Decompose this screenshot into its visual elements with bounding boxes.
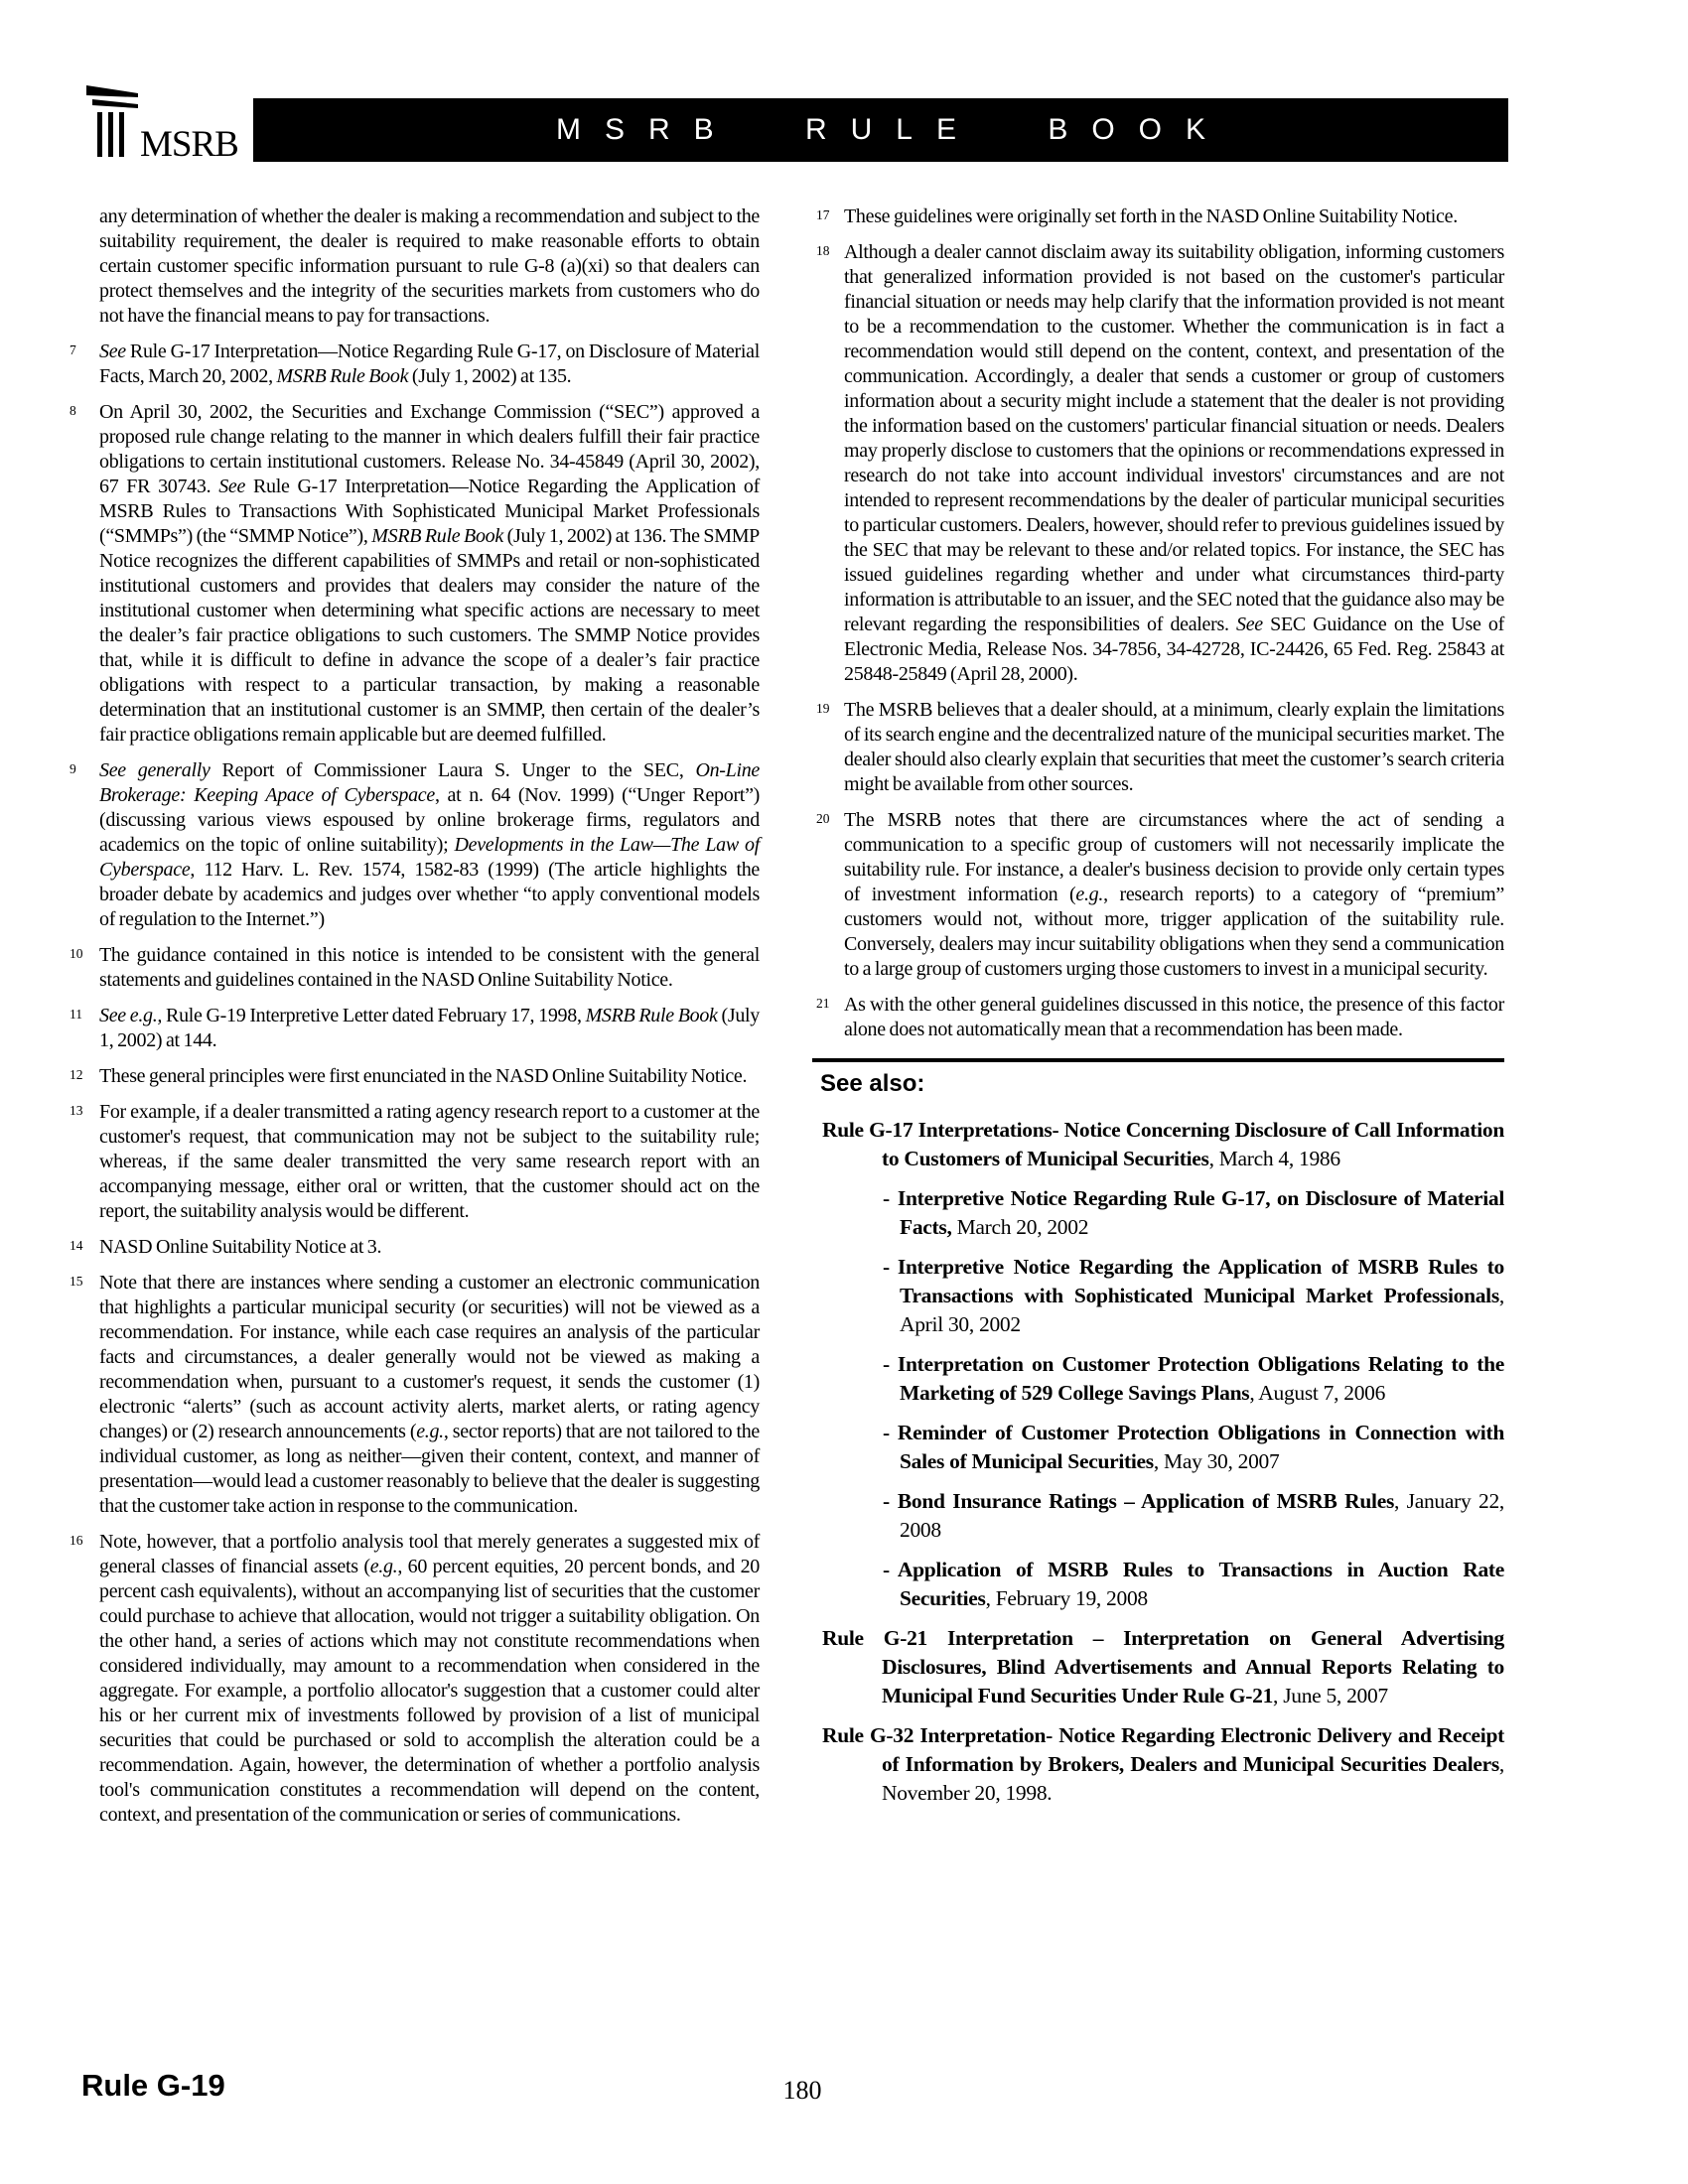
entry-text: Application of MSRB Rules to Transactions in Auction Rate Securities, February 19, 2008 — [897, 1558, 1504, 1610]
see-also-heading: See also: — [820, 1070, 925, 1097]
footnote-text: On April 30, 2002, the Securities and Exchange Commission (“SEC”) approved a proposed rule change relating to the manner in which dealers fulfill their fair practice obligations to certain institutional customers. Release No. 34-45849 (April 30, 2002), 67 FR 30743. See Rule G-17 Interpretation—Notice Regarding the Application of MSRB Rules to Transactions With Sophisticated Municipal Market Professionals (“SMMPs”) (the “SMMP Notice”), MSRB Rule Book (July 1, 2002) at 136. The SMMP Notice recognizes the different capabilities of SMMPs and retail or non-sophisticated institutional customers and provides that dealers may consider the nature of the institutional customer when determining what specific actions are necessary to meet the dealer’s fair practice obligations to such customers. The SMMP Notice provides that, while it is difficult to define in advance the scope of a dealer’s fair practice obligations with respect to a particular transaction, by making a reasonable determination that an institutional customer is an SMMP, then certain of the dealer’s fair practice obligations remain applicable but are deemed fulfilled. — [99, 401, 761, 746]
footnote-number: 8 — [70, 403, 76, 418]
footnote-text: These general principles were first enunciated in the NASD Online Suitability Notice. — [99, 1065, 748, 1087]
footnote-number: 10 — [70, 946, 83, 961]
see-also-entry-auction-rate-securities — [812, 1556, 1504, 1613]
footnote-text: Although a dealer cannot disclaim away its suitability obligation, informing customers that generalized information provided is not based on the customer's particular financial situation or needs may help clarify that the information provided is not meant to be a recommendation to the customer. Whether the communication is in fact a recommendation would still depend on the content, context, and presentation of the communication. Accordingly, a dealer that sends a customer or group of customers information about a security might include a statement that the dealer is not providing the information based on the customers' particular financial situation or needs. Dealers may properly disclose to customers that the opinions or recommendations expressed in research do not take into account individual investors' circumstances and are not intended to represent recommendations by the dealer of particular municipal securities to particular customers. Dealers, however, should refer to previous guidelines issued by the SEC that may be relevant to these and/or related topics. For instance, the SEC has issued guidelines regarding whether and under what circumstances third-party information is attributable to an issuer, and the SEC noted that the guidance also may be relevant regarding the responsibilities of dealers. See SEC Guidance on the Use of Electronic Media, Release Nos. 34-7856, 34-42728, IC-24426, 65 Fed. Reg. 25843 at 25848-25849 (April 28, 2000). — [844, 241, 1504, 685]
dash-bullet: - — [883, 1255, 890, 1279]
msrb-logo-text: MSRB — [140, 124, 238, 165]
footnote-number: 9 — [70, 761, 76, 776]
footnote-text: NASD Online Suitability Notice at 3. — [99, 1236, 382, 1258]
footnote-13 — [62, 1100, 760, 1224]
footnote-text: For example, if a dealer transmitted a rating agency research report to a customer at the customer's request, that communication may not be subject to the suitability rule; whereas, if the same dealer transmitted the very same research report with an accompanying message, either oral or written, that the customer should act on the report, the suitability analysis would be different. — [99, 1101, 760, 1222]
entry-text: Bond Insurance Ratings – Application of MSRB Rules, January 22, 2008 — [897, 1489, 1504, 1542]
entry-text: Interpretive Notice Regarding the Application of MSRB Rules to Transactions with Sophisticated Municipal Market Professionals, April 30, 2002 — [897, 1255, 1504, 1336]
footnote-number: 7 — [70, 342, 76, 357]
entry-text: Interpretive Notice Regarding Rule G-17, on Disclosure of Material Facts, March 20, 2002 — [897, 1186, 1504, 1239]
see-also-entry-rule-g17: Rule G-17 Interpretations- Notice Concerning Disclosure of Call Information to Customers of Municipal Securities, March 4, 1986 — [822, 1118, 1504, 1170]
see-also-entry-bond-insurance-ratings — [812, 1487, 1504, 1545]
dash-bullet: - — [883, 1558, 890, 1581]
entry-text: Interpretation on Customer Protection Obligations Relating to the Marketing of 529 College Savings Plans, August 7, 2006 — [897, 1352, 1504, 1405]
footnote-number: 11 — [70, 1007, 82, 1022]
footnote-18 — [812, 240, 1504, 687]
footer-page-number: 180 — [782, 2076, 822, 2105]
see-also-entry-529-plans — [812, 1350, 1504, 1408]
footnote-number: 13 — [70, 1103, 83, 1118]
right-column — [812, 205, 1504, 1839]
footnote-12 — [62, 1064, 760, 1089]
footnote-text: See Rule G-17 Interpretation—Notice Regarding Rule G-17, on Disclosure of Material Facts, March 20, 2002, MSRB Rule Book (July 1, 2002) at 135. — [99, 341, 760, 387]
see-also-divider — [812, 1058, 1504, 1062]
footnote-11 — [62, 1004, 760, 1053]
footnote-text: The guidance contained in this notice is intended to be consistent with the general statements and guidelines contained in the NASD Online Suitability Notice. — [99, 944, 760, 991]
footnote-20 — [812, 808, 1504, 982]
footnote-7 — [62, 340, 760, 389]
footnote-text: The MSRB notes that there are circumstances where the act of sending a communication to a specific group of customers will not necessarily implicate the suitability rule. For instance, a dealer's business decision to provide only certain types of investment information (e.g., research reports) to a category of “premium” customers would not, without more, trigger application of the suitability rule. Conversely, dealers may incur suitability obligations when they send a communication to a large group of customers urging those customers to invest in a municipal security. — [844, 809, 1504, 980]
see-also-entry-customer-protection-reminder — [812, 1419, 1504, 1476]
entry-text: Reminder of Customer Protection Obligations in Connection with Sales of Municipal Securities, May 30, 2007 — [897, 1421, 1504, 1473]
footnote-21 — [812, 993, 1504, 1042]
footnote-text: See e.g., Rule G-19 Interpretive Letter dated February 17, 1998, MSRB Rule Book (July 1, 2002) at 144. — [99, 1005, 761, 1051]
see-also-entry-rule-g32: Rule G-32 Interpretation- Notice Regarding Electronic Delivery and Receipt of Information by Brokers, Dealers and Municipal Securities Dealers, November 20, 1998. — [822, 1723, 1504, 1805]
footnote-number: 21 — [816, 996, 830, 1011]
footnote-text: Note that there are instances where sending a customer an electronic communication that highlights a particular municipal security (or securities) will not be viewed as a recommendation. For instance, while each case requires an analysis of the particular facts and circumstances, a dealer generally would not be viewed as making a recommendation when, pursuant to a customer's request, it sends the customer (1) electronic “alerts” (such as account activity alerts, market alerts, or rating agency changes) or (2) research announcements (e.g., sector reports) that are not tailored to the individual customer, as long as neither—given their content, context, and manner of presentation—would lead a customer reasonably to believe that the dealer is suggesting that the customer take action in response to the communication. — [99, 1272, 761, 1517]
banner-title: MSRB RULE BOOK — [555, 113, 1230, 146]
footnote-14 — [62, 1235, 760, 1260]
dash-bullet: - — [883, 1421, 890, 1444]
footnote-16 — [62, 1530, 760, 1828]
footnote-number: 20 — [816, 811, 830, 826]
see-also-entry-interpretive-notice-g17 — [812, 1184, 1504, 1242]
msrb-column-logo-icon — [85, 85, 139, 159]
footnote-number: 14 — [70, 1238, 83, 1253]
footnote-text: See generally Report of Commissioner Laura S. Unger to the SEC, On-Line Brokerage: Keeping Apace of Cyberspace, at n. 64 (Nov. 1999) (“Unger Report”) (discussing various views espoused by online brokerage firms, regulators and academics on the topic of online suitability); Developments in the Law—The Law of Cyberspace, 112 Harv. L. Rev. 1574, 1582-83 (1999) (The article highlights the broader debate by academics and judges over whether “to apply conventional models of regulation to the Internet.”) — [99, 759, 761, 930]
footnote-15 — [62, 1271, 760, 1519]
footnote-10 — [62, 943, 760, 993]
page-body — [62, 205, 1504, 1839]
see-also-entry-smmp-notice — [812, 1253, 1504, 1339]
footnote-number: 12 — [70, 1067, 83, 1082]
footnote-19 — [812, 698, 1504, 797]
footnote-number: 15 — [70, 1274, 83, 1289]
footnote-text: These guidelines were originally set forth in the NASD Online Suitability Notice. — [844, 205, 1458, 227]
footer-rule-label: Rule G-19 — [81, 2068, 225, 2103]
dash-bullet: - — [883, 1489, 890, 1513]
footnote-17 — [812, 205, 1504, 229]
footnote-text: The MSRB believes that a dealer should, at a minimum, clearly explain the limitations of its search engine and the decentralized nature of the municipal securities market. The dealer should also clearly explain that securities that meet the customer’s search criteria might be available from other sources. — [844, 699, 1504, 795]
dash-bullet: - — [883, 1352, 890, 1376]
see-also-entry-rule-g21: Rule G-21 Interpretation – Interpretation on General Advertising Disclosures, Blind Advertisements and Annual Reports Relating to Municipal Fund Securities Under Rule G-21, June 5, 2007 — [822, 1626, 1504, 1707]
footnote-8 — [62, 400, 760, 748]
footnote-9 — [62, 758, 760, 932]
see-also-section — [812, 1058, 1504, 1808]
rule-book-banner — [253, 98, 1508, 162]
footnote-number: 16 — [70, 1533, 83, 1548]
footnote-number: 18 — [816, 243, 830, 258]
footnote-number: 17 — [816, 207, 830, 222]
footnote-text: Note, however, that a portfolio analysis tool that merely generates a suggested mix of general classes of financial assets (e.g., 60 percent equities, 20 percent bonds, and 20 percent cash equivalents), without an accompanying list of securities that the customer could purchase to achieve that allocation, would not trigger a suitability obligation. On the other hand, a series of actions which may not constitute recommendations when considered individually, may amount to a recommendation when considered in the aggregate. For example, a portfolio allocator's suggestion that a customer could alter his or her current mix of investments followed by provision of a list of municipal securities that could be purchased or sold to accomplish the alteration could be a recommendation. Again, however, the determination of whether a portfolio analysis tool's communication constitutes a recommendation will depend on the content, context, and presentation of the communication or series of communications. — [99, 1531, 760, 1826]
dash-bullet: - — [883, 1186, 890, 1210]
left-column — [62, 205, 760, 1839]
continuation-paragraph: any determination of whether the dealer is making a recommendation and subject to the suitability requirement, the dealer is required to make reasonable efforts to obtain certain customer specific information pursuant to rule G-8 (a)(xi) so that dealers can protect themselves and the integrity of the securities markets from customers who do not have the financial means to pay for transactions. — [99, 205, 760, 327]
footnote-number: 19 — [816, 701, 830, 716]
footnote-text: As with the other general guidelines discussed in this notice, the presence of this factor alone does not automatically mean that a recommendation has been made. — [844, 994, 1504, 1040]
